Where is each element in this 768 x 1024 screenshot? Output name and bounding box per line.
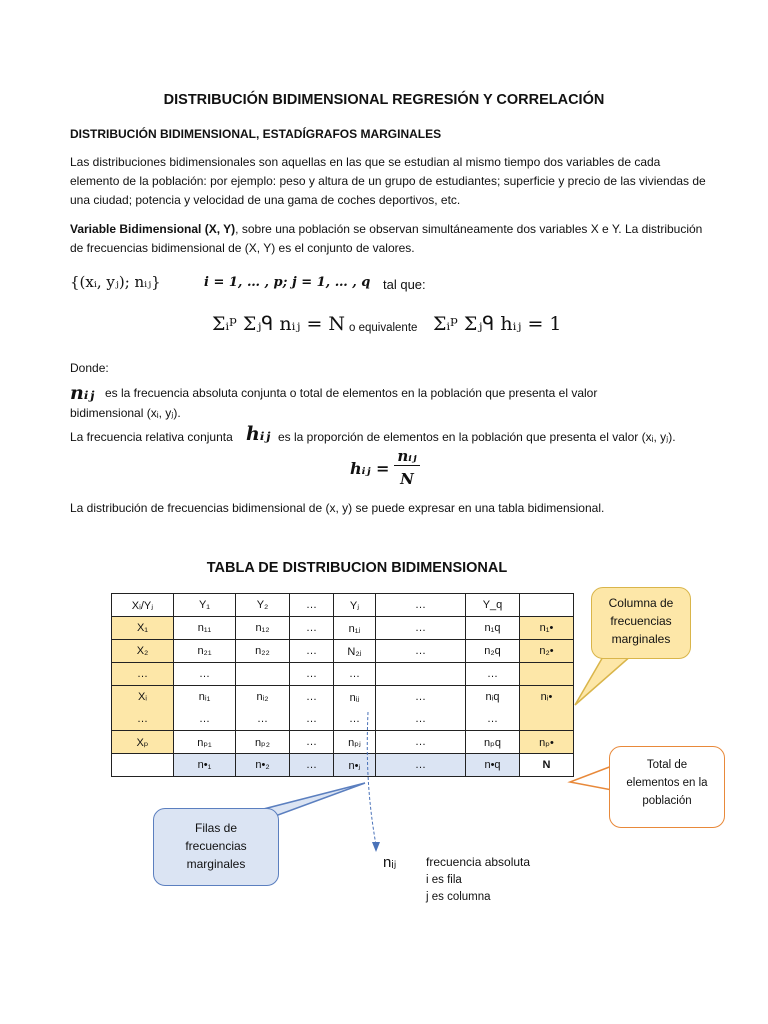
legend-symbol: nᵢⱼ [383,854,397,871]
marginal-cell: n•q [466,754,520,777]
rel-freq-text: es la proporción de elementos en la población que presenta el valor (xᵢ, yⱼ). [278,430,676,444]
hij-symbol: hᵢⱼ [246,423,271,445]
hij-lhs: hᵢⱼ = [350,459,390,478]
marginal-cell: n•₂ [236,754,290,777]
nij-arrow [367,712,376,845]
table-cell: … [334,663,376,686]
section-subtitle: DISTRIBUCIÓN BIDIMENSIONAL, ESTADÍGRAFOS MARGINALES [70,127,442,141]
table-cell: … [290,686,334,709]
bivariate-term: Variable Bidimensional (X, Y) [70,222,236,236]
nij-description-cont: bidimensional (xᵢ, yⱼ). [70,406,181,420]
rel-freq-prefix: La frecuencia relativa conjunta [70,430,233,444]
table-cell: N₂ⱼ [334,640,376,663]
table-cell: nₚⱼ [334,731,376,754]
legend-line3: j es columna [426,891,491,903]
table-cell: nₚ₁ [174,731,236,754]
total-cell: N [520,754,574,777]
tal-que-label: tal que: [383,277,426,292]
legend-line2: i es fila [426,874,462,886]
callout-filas: Filas de frecuencias marginales [153,808,279,886]
row-label-cell: … [112,663,174,686]
header-cell: Xᵢ/Yⱼ [112,594,174,617]
marginal-cell: … [290,754,334,777]
marginal-cell: nₚ• [520,731,574,754]
marginal-cell: … [376,754,466,777]
table-cell: … [466,708,520,731]
row-label-cell: … [112,708,174,731]
table-cell: n₂q [466,640,520,663]
legend-line1: frecuencia absoluta [426,855,531,869]
table-cell: n₂₁ [174,640,236,663]
marginal-cell: n•ⱼ [334,754,376,777]
table-cell: … [236,708,290,731]
header-cell: Y_q [466,594,520,617]
table-cell: n₁ⱼ [334,617,376,640]
header-cell: … [290,594,334,617]
table-cell: … [376,640,466,663]
header-cell: Yⱼ [334,594,376,617]
arrow-head-icon [372,842,380,852]
donde-label: Donde: [70,361,109,375]
callout-columna: Columna de frecuencias marginales [591,587,691,659]
table-cell: … [376,617,466,640]
row-label-cell: X₁ [112,617,174,640]
columna-pointer [575,655,632,705]
table-cell: n₂₂ [236,640,290,663]
hij-numerator: nᵢⱼ [394,447,420,466]
marginal-cell: n•₁ [174,754,236,777]
table-cell: … [466,663,520,686]
row-label-cell: X₂ [112,640,174,663]
table-cell: nₚq [466,731,520,754]
table-intro-text: La distribución de frecuencias bidimensional de (x, y) se puede expresar en una tabla bidimensional. [70,501,605,515]
set-formula: {(xᵢ, yⱼ); nᵢⱼ} [70,273,161,291]
nij-description: es la frecuencia absoluta conjunta o total de elementos en la población que presenta el valor [105,386,598,400]
marginal-cell: n₂• [520,640,574,663]
page-title: DISTRIBUCIÓN BIDIMENSIONAL REGRESIÓN Y CORRELACIÓN [163,92,605,108]
row-label-cell: Xₚ [112,731,174,754]
table-cell: … [290,640,334,663]
table-cell: nᵢⱼ [334,686,376,709]
table-cell: … [290,617,334,640]
intro-paragraph: Las distribuciones bidimensionales son aquellas en las que se estudian al mismo tiempo dos variables de cada elemento de la población: por ejemplo: peso y altura de un grupo de estudiantes; superficie y precio de las viviendas de una ciudad; potencia y velocidad de una gama de coches deportivos, etc. [70,155,706,207]
marginal-cell: nᵢ• [520,686,574,709]
sum-h-formula: Σᵢᵖ Σⱼᑫ hᵢⱼ = 1 [433,313,562,335]
marginal-cell: n₁• [520,617,574,640]
total-pointer [570,766,612,790]
table-cell: … [376,686,466,709]
nij-symbol: nᵢⱼ [70,382,95,404]
table-cell: … [290,731,334,754]
equivalente-label: o equivalente [349,322,418,334]
header-cell: Y₁ [174,594,236,617]
table-cell: n₁₂ [236,617,290,640]
header-cell: … [376,594,466,617]
table-cell: … [376,708,466,731]
callout-total: Total de elementos en la población [609,746,725,828]
header-cell: Y₂ [236,594,290,617]
table-cell: … [290,663,334,686]
table-title: TABLA DE DISTRIBUCION BIDIMENSIONAL [206,560,508,576]
table-cell: … [334,708,376,731]
table-cell: nᵢ₁ [174,686,236,709]
table-cell: n₁₁ [174,617,236,640]
table-cell: nₚ₂ [236,731,290,754]
index-formula: i = 1, … , p; j = 1, … , q [204,275,371,290]
sum-n-formula: Σᵢᵖ Σⱼᑫ nᵢⱼ = N [212,313,346,335]
table-cell: nᵢ₂ [236,686,290,709]
table-cell: … [376,731,466,754]
table-cell: n₁q [466,617,520,640]
table-cell: … [290,708,334,731]
table-cell: nᵢq [466,686,520,709]
hij-denominator: N [400,470,414,488]
table-cell: … [174,708,236,731]
table-cell: … [174,663,236,686]
bivariate-text: , sobre una población se observan simultáneamente dos variables X e Y. La distribución de frecuencias bidimensional de (X, Y) es el conjunto de valores. [70,222,703,255]
row-label-cell: Xᵢ [112,686,174,709]
